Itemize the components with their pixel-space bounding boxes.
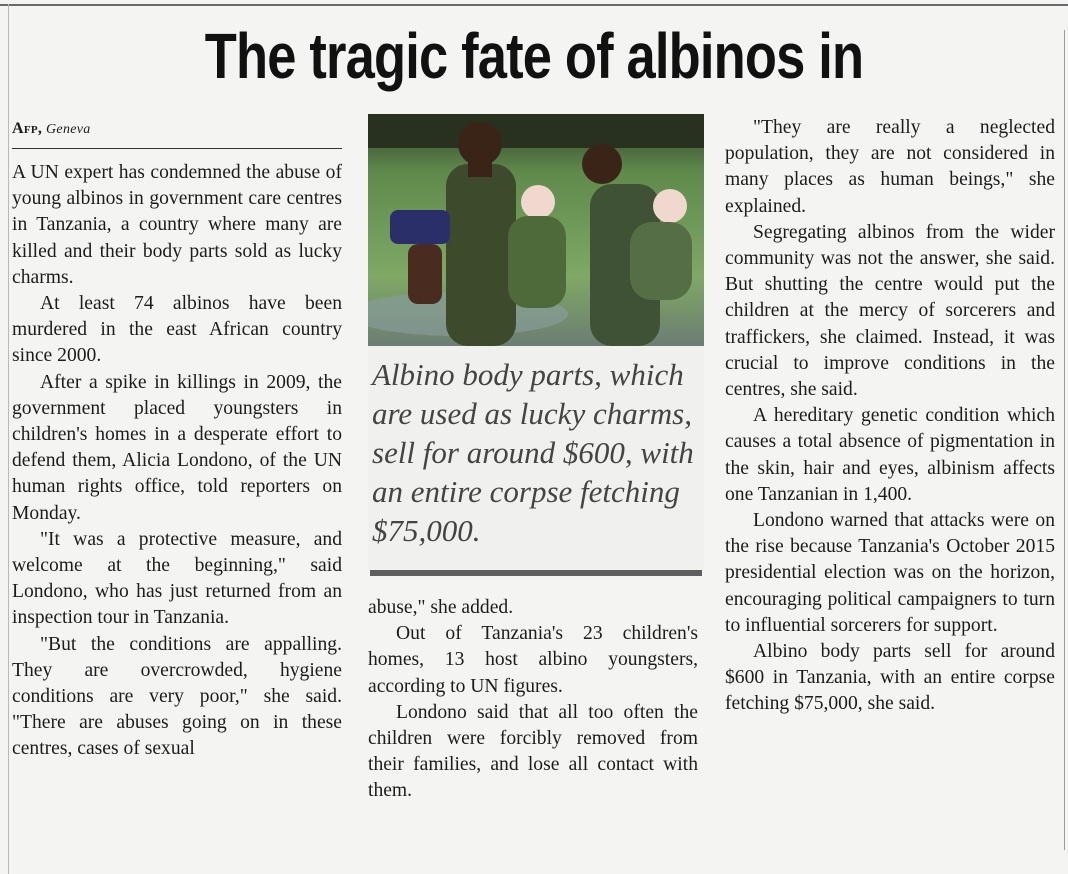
paragraph: Londono warned that attacks were on the rise because Tanzania's October 2015 presidential election was on the horizon, encouraging political campaigners to turn to influential sorcerers for support. xyxy=(725,510,1055,636)
paragraph: Londono said that all too often the children were forcibly removed from their families, and lose all contact with them. xyxy=(368,701,698,802)
paragraph: Albino body parts sell for around $600 in Tanzania, with an entire corpse fetching $75,000, she said. xyxy=(725,641,1055,715)
pull-quote-rule xyxy=(370,570,702,576)
paragraph: A hereditary genetic condition which causes a total absence of pigmentation in the skin, hair and eyes, albinism affects one Tanzanian in 1,400. xyxy=(725,405,1055,505)
paragraph: abuse," she added. xyxy=(368,597,514,618)
article-column-1 xyxy=(12,160,342,763)
paragraph: "It was a protective measure, and welcome at the beginning," said Londono, who has just returned from an inspection tour in Tanzania. xyxy=(12,528,342,629)
right-column-rule xyxy=(1064,30,1065,850)
article-photo xyxy=(368,114,704,346)
byline-rule xyxy=(12,148,342,149)
paragraph: Out of Tanzania's 23 children's homes, 13 host albino youngsters, according to UN figures. xyxy=(368,623,698,697)
headline: The tragic fate of albinos in xyxy=(204,20,864,92)
pull-quote: Albino body parts, which are used as lucky charms, sell for around $600, with an entire corpse fetching $75,000. xyxy=(372,357,694,548)
article-column-2 xyxy=(368,595,698,805)
photo-illustration xyxy=(368,114,704,346)
byline-place: Geneva xyxy=(46,122,91,137)
article-column-3 xyxy=(725,115,1055,718)
paragraph: "They are really a neglected population, they are not considered in many places as human beings," she explained. xyxy=(725,117,1055,217)
paragraph: A UN expert has condemned the abuse of young albinos in government care centres in Tanzania, a country where many are killed and their body parts sold as lucky charms. xyxy=(12,162,342,288)
paragraph: Segregating albinos from the wider community was not the answer, she said. But shutting the centre would put the children at the mercy of sorcerers and traffickers, she claimed. Instead, it was crucial to improve conditions in the centres, she said. xyxy=(725,221,1055,401)
paragraph: At least 74 albinos have been murdered in the east African country since 2000. xyxy=(12,293,342,367)
byline-agency: Afp, xyxy=(12,120,43,137)
top-rule xyxy=(0,4,1068,6)
byline xyxy=(12,120,91,138)
left-column-rule xyxy=(8,4,9,874)
paragraph: "But the conditions are appalling. They are overcrowded, hygiene conditions are very poor," she said. "There are abuses going on in these centres, cases of sexual xyxy=(12,633,342,760)
paragraph: After a spike in killings in 2009, the government placed youngsters in children's homes in a desperate effort to defend them, Alicia Londono, of the UN human rights office, told reporters on Monday. xyxy=(12,371,342,524)
